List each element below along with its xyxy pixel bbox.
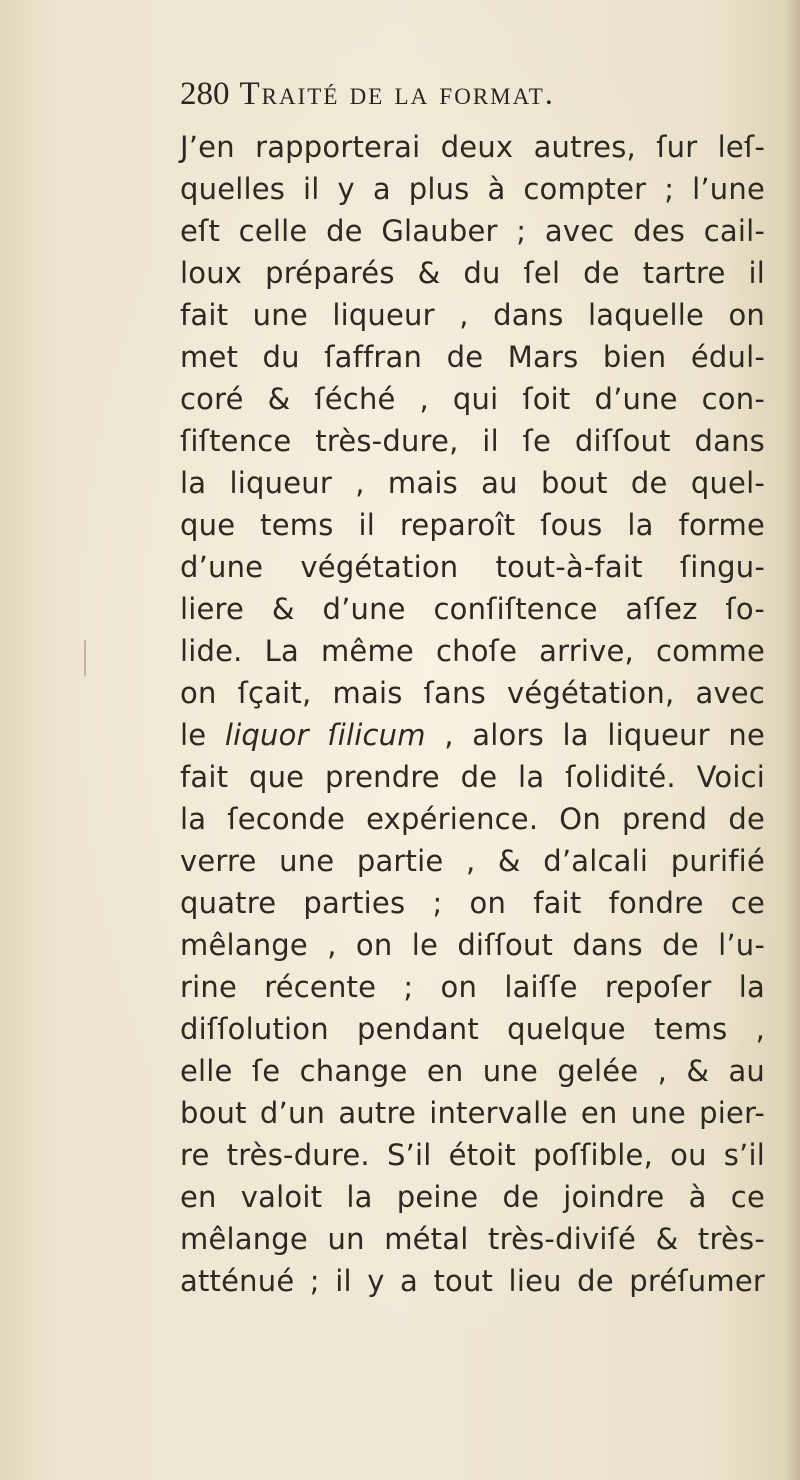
text-line: lide. La même choſe arrive, comme	[180, 634, 765, 668]
text-line: fait que prendre de la ſolidité. Voici	[180, 760, 765, 794]
text-line: eſt celle de Glauber ; avec des cail-	[180, 214, 765, 248]
text-line: coré & ſéché , qui ſoit d’une con-	[180, 382, 765, 416]
text-segment: le	[180, 718, 207, 752]
text-segment: , alors la liqueur ne	[444, 718, 765, 752]
text-line: re très-dure. S’il étoit poſſible, ou s’il	[180, 1138, 765, 1172]
text-line: elle ſe change en une gelée , & au	[180, 1054, 765, 1088]
text-line: ſiſtence très-dure, il ſe diſſout dans	[180, 424, 765, 458]
running-title: Traité de la format.	[239, 76, 555, 112]
text-line: en valoit la peine de joindre à ce	[180, 1180, 765, 1214]
text-line: d’une végétation tout-à-fait ſingu-	[180, 550, 765, 584]
text-line: la ſeconde expérience. On prend de	[180, 802, 765, 836]
text-line: liere & d’une conſiſtence aſſez ſo-	[180, 592, 765, 626]
text-line: fait une liqueur , dans laquelle on	[180, 298, 765, 332]
text-line: atténué ; il y a tout lieu de préſumer	[180, 1264, 765, 1298]
text-line: que tems il reparoît ſous la forme	[180, 508, 765, 542]
text-line: quelles il y a plus à compter ; l’une	[180, 172, 765, 206]
text-line: quatre parties ; on fait fondre ce	[180, 886, 765, 920]
text-line: mêlange , on le diſſout dans de l’u-	[180, 928, 765, 962]
text-line-mixed	[180, 714, 765, 756]
text-line: verre une partie , & d’alcali purifié	[180, 844, 765, 878]
text-line: diſſolution pendant quelque tems ,	[180, 1012, 765, 1046]
text-line: loux préparés & du ſel de tartre il	[180, 256, 765, 290]
text-line: la liqueur , mais au bout de quel-	[180, 466, 765, 500]
italic-term: liquor ſilicum	[224, 718, 426, 752]
text-line: on ſçait, mais ſans végétation, avec	[180, 676, 765, 710]
text-line: J’en rapporterai deux autres, ſur leſ-	[180, 130, 765, 164]
text-line: mêlange un métal très-diviſé & très-	[180, 1222, 765, 1256]
text-line: met du ſaffran de Mars bien édul-	[180, 340, 765, 374]
text-line: rine récente ; on laiſſe repoſer la	[180, 970, 765, 1004]
text-line: bout d’un autre intervalle en une pier-	[180, 1096, 765, 1130]
page-number: 280	[180, 76, 230, 112]
